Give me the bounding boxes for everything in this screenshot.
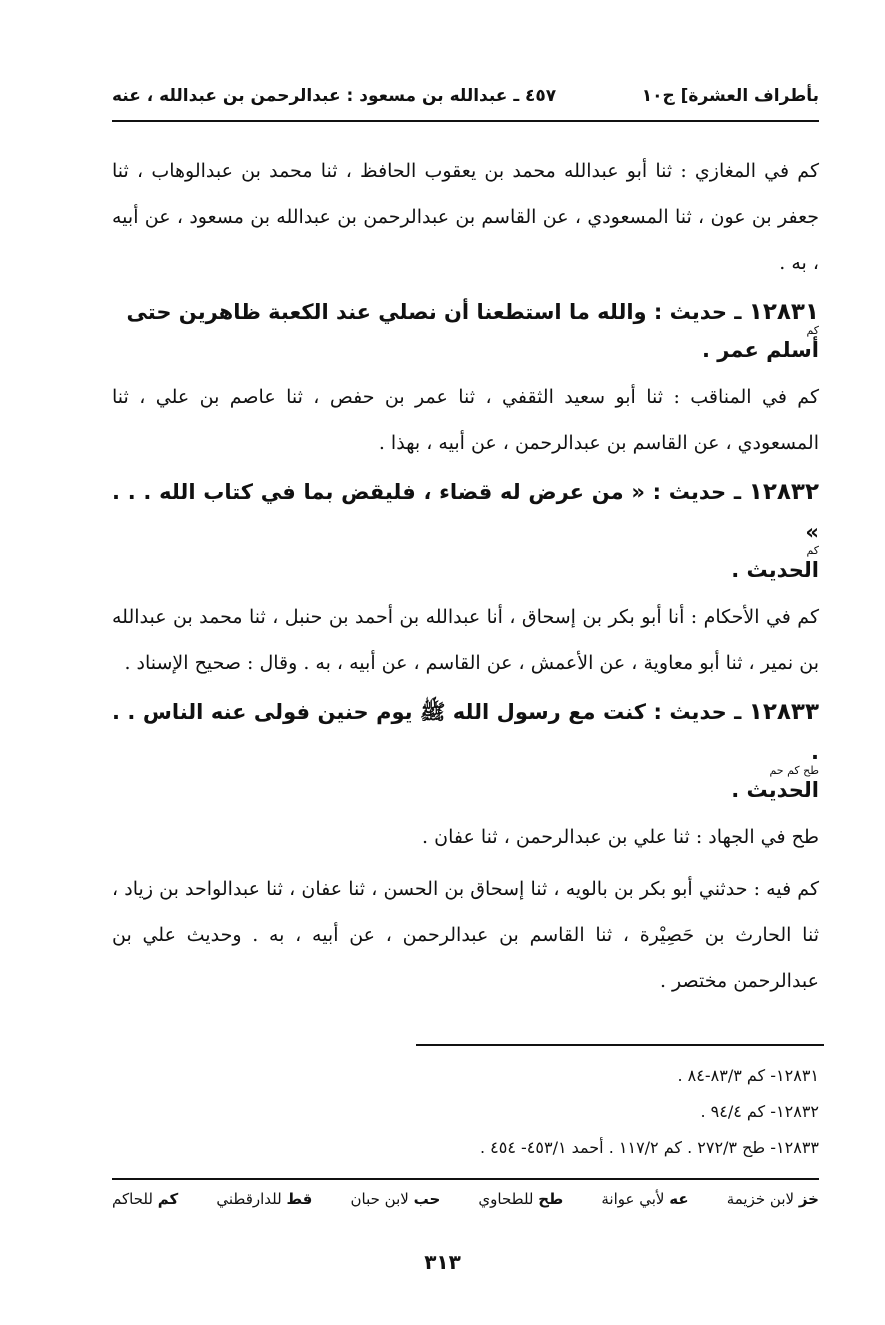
footnote-divider <box>416 1044 824 1046</box>
abbr-khz <box>727 1190 819 1220</box>
hadith-12831 <box>112 292 819 364</box>
abbr-ah <box>601 1190 688 1220</box>
abbr-code: عه <box>669 1190 689 1208</box>
paragraph-3: كم في الأحكام : أنا أبو بكر بن إسحاق ، أنا عبدالله بن أحمد بن حنبل ، ثنا محمد بن عبدالله بن نمير ، ثنا أبو معاوية ، عن الأعمش ، عن القاسم ، عن أبيه ، به . وقال : صحيح الإسناد . <box>112 606 819 674</box>
header-section: ٤٥٧ ـ عبدالله بن مسعود : عبدالرحمن بن عبدالله ، عنه <box>112 86 557 106</box>
hadith-tail: أسلم عمر . <box>702 338 819 362</box>
hadith-sigla: طح كم حم <box>769 764 819 777</box>
abbr-name: لأبي عوانة <box>601 1190 665 1208</box>
paragraph-1: كم في المغازي : ثنا أبو عبدالله محمد بن يعقوب الحافظ ، ثنا محمد بن عبدالوهاب ، ثنا جعفر بن عون ، ثنا المسعودي ، عن القاسم بن عبدالرحمن بن عبدالله بن مسعود ، عن أبيه ، به . <box>112 160 819 274</box>
paragraph-4: طح في الجهاد : ثنا علي بن عبدالرحمن ، ثنا عفان . <box>422 826 819 848</box>
hadith-number: ١٢٨٣٣ <box>748 699 819 725</box>
paragraph-5: كم فيه : حدثني أبو بكر بن بالويه ، ثنا إسحاق بن الحسن ، ثنا عفان ، ثنا عبدالواحد بن زياد ، ثنا الحارث بن حَصِيْرة ، ثنا القاسم بن عبدالرحمن ، عن أبيه ، به . وحديث علي بن عبدالرحمن مختصر . <box>112 878 819 992</box>
abbr-qt <box>216 1190 312 1220</box>
footnotes <box>480 1058 819 1166</box>
main-text <box>112 148 819 1010</box>
abbr-code: حب <box>413 1190 441 1208</box>
abbr-name: لابن خزيمة <box>726 1190 795 1208</box>
hadith-number: ١٢٨٣١ <box>748 299 819 325</box>
hadith-number: ١٢٨٣٢ <box>748 479 819 505</box>
header-volume: بأطراف العشرة] ج١٠ <box>641 86 819 106</box>
abbr-code: طح <box>538 1190 564 1208</box>
hadith-12833 <box>112 692 819 804</box>
footnote-2: ١٢٨٣٢- كم ٩٤/٤ . <box>700 1102 819 1121</box>
abbr-th <box>478 1190 563 1220</box>
abbr-km <box>112 1190 178 1220</box>
hadith-text: ـ حديث : والله ما استطعنا أن نصلي عند الكعبة ظاهرين حتى <box>126 300 742 324</box>
hadith-text: ـ حديث : كنت مع رسول الله ﷺ يوم حنين فولى عنه الناس . . . <box>112 700 819 764</box>
abbr-name: للدارقطني <box>216 1190 282 1208</box>
abbr-name: للحاكم <box>112 1190 153 1208</box>
page-number: ٣١٣ <box>424 1250 461 1274</box>
abbreviation-key <box>112 1190 819 1220</box>
footer-divider <box>112 1178 819 1180</box>
hadith-text: ـ حديث : « من عرض له قضاء ، فليقض بما في كتاب الله . . . » <box>112 480 819 544</box>
paragraph-2: كم في المناقب : ثنا أبو سعيد الثقفي ، ثنا عمر بن حفص ، ثنا عاصم بن علي ، ثنا المسعودي ، عن القاسم بن عبدالرحمن ، عن أبيه ، بهذا . <box>112 386 819 454</box>
footnote-3: ١٢٨٣٣- طح ٢٧٢/٣ . كم ١١٧/٢ . أحمد ٤٥٣/١- ٤٥٤ . <box>479 1138 819 1157</box>
abbr-code: كم <box>157 1190 179 1208</box>
footnote-1: ١٢٨٣١- كم ٨٣/٣-٨٤ . <box>677 1066 819 1085</box>
hadith-tail: الحديث . <box>731 558 819 582</box>
abbr-code: خز <box>798 1190 819 1208</box>
running-header <box>112 86 819 122</box>
abbr-name: لابن حبان <box>350 1190 409 1208</box>
hadith-sigla: كم <box>806 544 819 557</box>
abbr-code: قط <box>286 1190 313 1208</box>
abbr-hb <box>351 1190 441 1220</box>
abbr-name: للطحاوي <box>478 1190 534 1208</box>
hadith-sigla: كم <box>806 324 819 337</box>
hadith-12832 <box>112 472 819 584</box>
hadith-tail: الحديث . <box>731 778 819 802</box>
